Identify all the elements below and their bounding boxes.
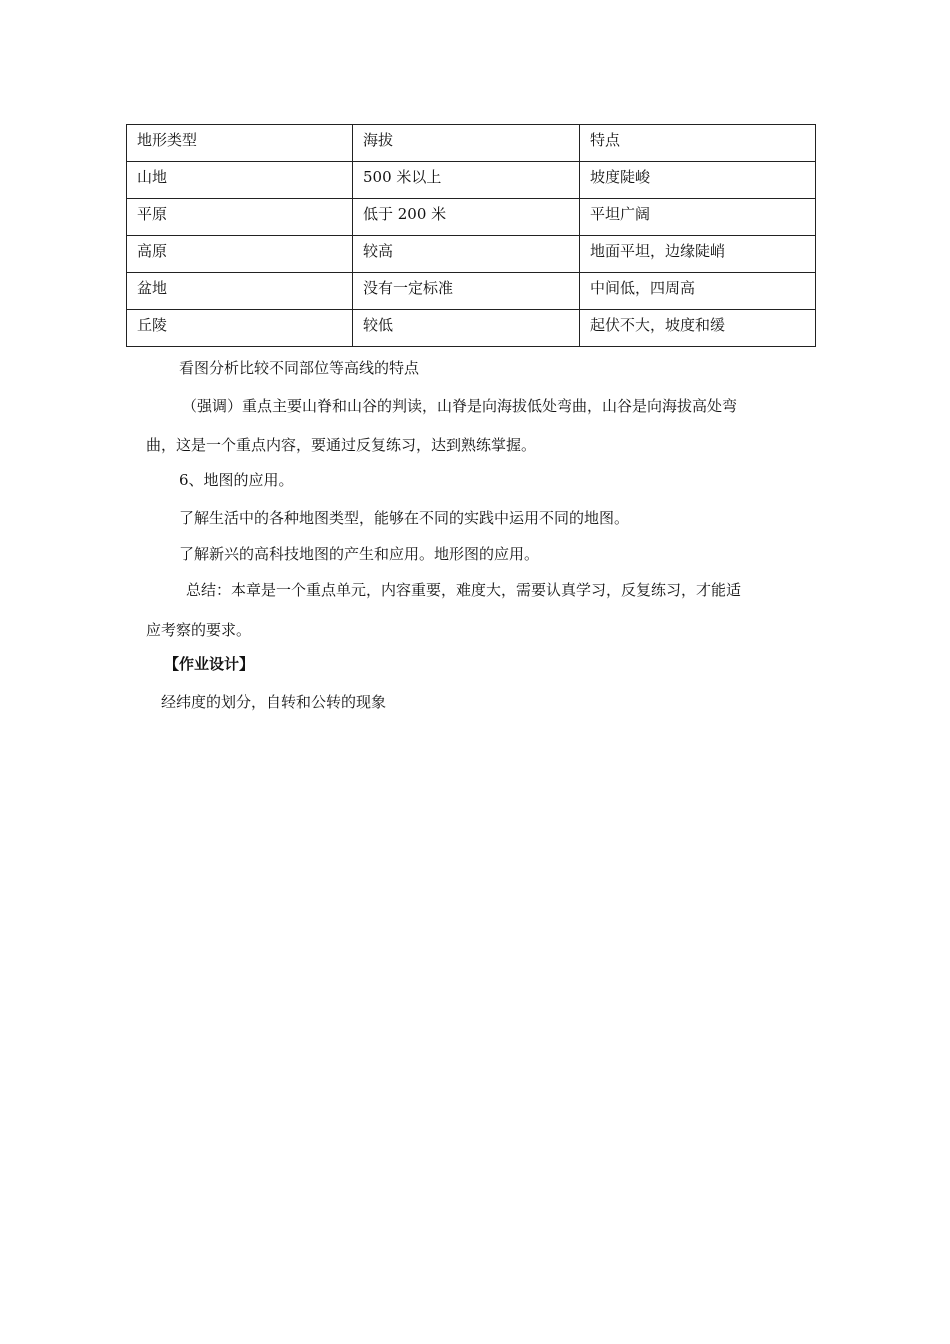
table-cell: 低于 200 米 [353, 199, 580, 236]
table-cell: 坡度陡峻 [580, 162, 816, 199]
table-cell: 没有一定标准 [353, 273, 580, 310]
table-row [127, 310, 816, 347]
section6-heading: 6、地图的应用。 [179, 471, 294, 489]
table-cell: 500 米以上 [353, 162, 580, 199]
emphasis-paragraph-line2: 曲，这是一个重点内容，要通过反复练习，达到熟练掌握。 [146, 436, 537, 454]
table-cell: 较低 [353, 310, 580, 347]
table-cell: 特点 [580, 125, 816, 162]
table-cell: 丘陵 [127, 310, 353, 347]
section6-paragraph2: 了解新兴的高科技地图的产生和应用。地形图的应用。 [179, 545, 540, 563]
homework-heading: 【作业设计】 [164, 655, 255, 673]
table-cell: 盆地 [127, 273, 353, 310]
terrain-types-table [126, 124, 816, 347]
table-cell: 平坦广阔 [580, 199, 816, 236]
table-row [127, 199, 816, 236]
table-header-row [127, 125, 816, 162]
table-row [127, 236, 816, 273]
table-cell: 高原 [127, 236, 353, 273]
table-cell: 平原 [127, 199, 353, 236]
summary-paragraph-line2: 应考察的要求。 [146, 621, 252, 639]
table-cell: 中间低，四周高 [580, 273, 816, 310]
table-cell: 起伏不大，坡度和缓 [580, 310, 816, 347]
section6-paragraph1: 了解生活中的各种地图类型，能够在不同的实践中运用不同的地图。 [179, 509, 630, 527]
table-cell: 山地 [127, 162, 353, 199]
table-cell: 海拔 [353, 125, 580, 162]
summary-paragraph-line1: 总结：本章是一个重点单元，内容重要，难度大，需要认真学习，反复练习，才能适 [186, 581, 742, 599]
table-cell: 地面平坦，边缘陡峭 [580, 236, 816, 273]
table-row [127, 162, 816, 199]
contour-analysis-text: 看图分析比较不同部位等高线的特点 [179, 359, 420, 377]
homework-content: 经纬度的划分，自转和公转的现象 [161, 693, 387, 711]
table-cell: 较高 [353, 236, 580, 273]
emphasis-paragraph-line1: （强调）重点主要山脊和山谷的判读，山脊是向海拔低处弯曲，山谷是向海拔高处弯 [182, 397, 738, 415]
table-row [127, 273, 816, 310]
table-cell: 地形类型 [127, 125, 353, 162]
